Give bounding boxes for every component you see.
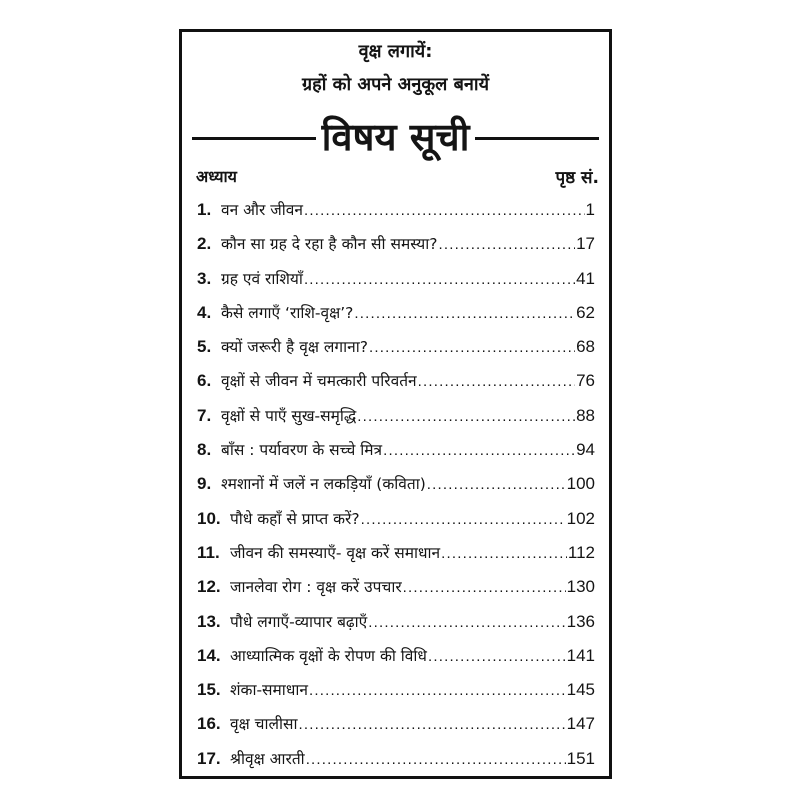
dot-leader <box>309 682 566 699</box>
toc-entry-page: 112 <box>567 542 595 562</box>
toc-entry <box>197 438 595 472</box>
toc-entry <box>197 369 595 403</box>
toc-entry-title: श्मशानों में जलें न लकड़ियाँ (कविता) <box>221 475 426 494</box>
dot-leader <box>369 339 575 356</box>
toc-entry-number: 9. <box>197 474 212 494</box>
toc-entry-number: 8. <box>197 440 212 460</box>
toc-entry-title: जानलेवा रोग : वृक्ष करें उपचार <box>230 578 402 597</box>
toc-entry-page: 141 <box>566 645 595 665</box>
toc-entry-page: 94 <box>576 440 595 460</box>
toc-entry-page: 130 <box>566 577 595 597</box>
dot-leader <box>299 716 566 733</box>
toc-entry-number: 15. <box>197 680 221 700</box>
toc-entry <box>197 712 595 746</box>
heading-rule-right <box>475 137 599 140</box>
toc-entry-number: 4. <box>197 302 212 322</box>
toc-entry <box>197 747 595 781</box>
toc-entry-page: 41 <box>576 268 595 288</box>
toc-entry-title: कैसे लगाएँ ‘राशि-वृक्ष’? <box>221 303 354 322</box>
toc-entry-title: आध्यात्मिक वृक्षों के रोपण की विधि <box>230 646 427 665</box>
toc-entry-page: 147 <box>566 714 595 734</box>
toc-entry <box>197 404 595 438</box>
toc-entry-number: 12. <box>197 577 221 597</box>
toc-entry <box>197 644 595 678</box>
toc-entry-title: श्रीवृक्ष आरती <box>230 749 305 768</box>
toc-entry-title: जीवन की समस्याएँ- वृक्ष करें समाधान <box>230 543 441 562</box>
toc-entry-number: 11. <box>197 542 220 562</box>
dot-leader <box>357 408 575 425</box>
toc-entry <box>197 267 595 301</box>
dot-leader <box>361 511 566 528</box>
toc-entry <box>197 301 595 335</box>
column-header-chapter: अध्याय <box>196 167 237 186</box>
toc-entry-page: 68 <box>576 337 595 357</box>
toc-entry <box>197 507 595 541</box>
dot-leader <box>306 751 566 768</box>
toc-entry-page: 1 <box>585 200 595 219</box>
book-subtitle: ग्रहों को अपने अनुकूल बनायें <box>301 74 490 95</box>
toc-entry-title: शंका-समाधान <box>230 681 308 700</box>
dot-leader <box>441 545 567 562</box>
toc-entry-title: कौन सा ग्रह दे रहा है कौन सी समस्या? <box>221 235 438 254</box>
toc-entry <box>197 610 595 644</box>
toc-entry-number: 1. <box>197 200 212 219</box>
toc-entry-page: 62 <box>576 302 595 322</box>
toc-entry <box>197 232 595 266</box>
dot-leader <box>304 271 575 288</box>
toc-entry-number: 10. <box>197 508 221 528</box>
toc-entry-number: 7. <box>197 405 212 425</box>
toc-entry <box>197 575 595 609</box>
toc-entry-title: बाँस : पर्यावरण के सच्चे मित्र <box>221 441 383 460</box>
toc-entry-page: 151 <box>566 748 595 768</box>
toc-entry-number: 2. <box>197 234 212 254</box>
toc-entry-number: 6. <box>197 371 212 391</box>
toc-entry-title: क्यों जरूरी है वृक्ष लगाना? <box>221 338 368 357</box>
toc-entry <box>197 198 595 232</box>
dot-leader <box>383 442 575 459</box>
toc-page-frame <box>179 29 612 779</box>
toc-entry-page: 136 <box>566 611 595 631</box>
toc-entry <box>197 335 595 369</box>
toc-entry-title: पौधे लगाएँ-व्यापार बढ़ाएँ <box>230 612 368 631</box>
dot-leader <box>418 373 575 390</box>
heading-rule-left <box>192 137 316 140</box>
toc-entry-page: 17 <box>576 234 595 254</box>
toc-list <box>197 198 595 781</box>
toc-heading: विषय सूची <box>321 115 470 159</box>
toc-entry-page: 88 <box>576 405 595 425</box>
dot-leader <box>427 476 566 493</box>
dot-leader <box>354 305 575 322</box>
toc-entry-title: वृक्ष चालीसा <box>230 715 298 734</box>
toc-entry-page: 100 <box>566 474 595 494</box>
toc-entry-number: 16. <box>197 714 221 734</box>
toc-entry-page: 102 <box>566 508 595 528</box>
toc-entry-title: ग्रह एवं राशियाँ <box>221 269 303 288</box>
toc-entry-title: वृक्षों से पाएँ सुख-समृद्धि <box>221 406 357 425</box>
toc-entry-page: 145 <box>566 680 595 700</box>
column-header-page: पृष्ठ सं. <box>555 168 599 188</box>
toc-entry-title: वन और जीवन <box>221 201 304 219</box>
toc-entry-page: 76 <box>576 371 595 391</box>
toc-heading-row <box>192 112 599 162</box>
dot-leader <box>304 202 585 219</box>
toc-entry <box>197 472 595 506</box>
dot-leader <box>428 648 566 665</box>
toc-entry-title: पौधे कहाँ से प्राप्त करें? <box>230 509 360 528</box>
dot-leader <box>438 236 575 253</box>
toc-entry-title: वृक्षों से जीवन में चमत्कारी परिवर्तन <box>221 372 417 391</box>
toc-entry-number: 5. <box>197 337 212 357</box>
toc-entry <box>197 678 595 712</box>
toc-entry-number: 14. <box>197 645 221 665</box>
toc-entry-number: 17. <box>197 748 221 768</box>
book-title: वृक्ष लगायें: <box>358 41 433 62</box>
dot-leader <box>368 614 565 631</box>
toc-entry <box>197 541 595 575</box>
toc-entry-number: 13. <box>197 611 221 631</box>
toc-entry-number: 3. <box>197 268 212 288</box>
dot-leader <box>403 579 566 596</box>
